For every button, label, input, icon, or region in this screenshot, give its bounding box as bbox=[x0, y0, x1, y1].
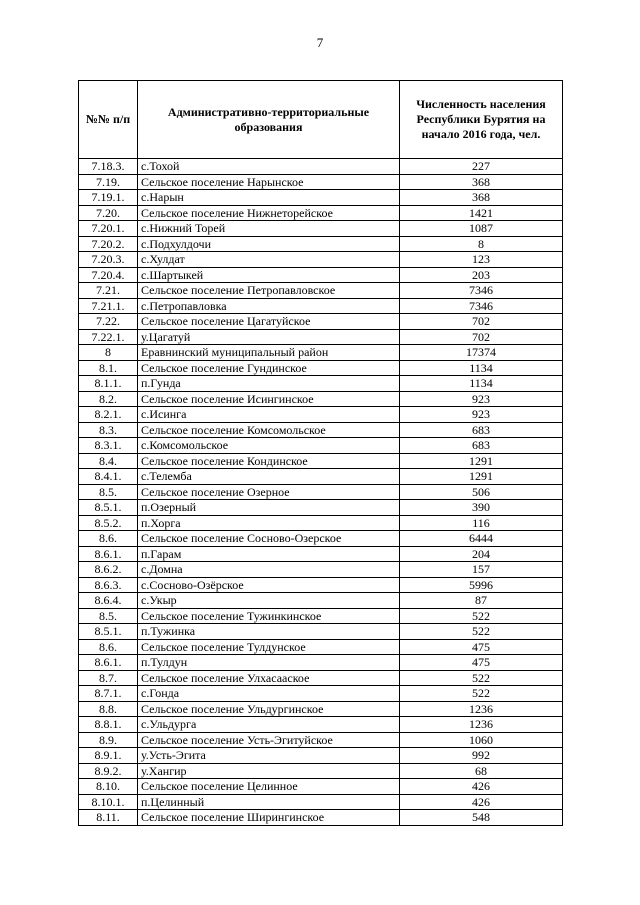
row-name: с.Петропавловка bbox=[138, 298, 400, 314]
row-number: 8.5. bbox=[79, 484, 138, 500]
row-number: 8.6. bbox=[79, 531, 138, 547]
table-row bbox=[79, 624, 563, 640]
row-number: 7.20.1. bbox=[79, 221, 138, 237]
row-population: 426 bbox=[400, 779, 563, 795]
row-population: 203 bbox=[400, 267, 563, 283]
row-population: 702 bbox=[400, 329, 563, 345]
row-population: 506 bbox=[400, 484, 563, 500]
table-row bbox=[79, 779, 563, 795]
row-name: с.Тохой bbox=[138, 159, 400, 175]
row-population: 157 bbox=[400, 562, 563, 578]
header-number: №№ п/п bbox=[79, 81, 138, 159]
row-number: 8.5.1. bbox=[79, 624, 138, 640]
table-row bbox=[79, 190, 563, 206]
row-name: Сельское поселение Нарынское bbox=[138, 174, 400, 190]
row-number: 8.8. bbox=[79, 701, 138, 717]
row-number: 8.1.1. bbox=[79, 376, 138, 392]
row-population: 1134 bbox=[400, 376, 563, 392]
table-row bbox=[79, 283, 563, 299]
row-population: 1291 bbox=[400, 453, 563, 469]
row-population: 368 bbox=[400, 174, 563, 190]
table-row bbox=[79, 376, 563, 392]
header-name: Административно-территориальные образования bbox=[138, 81, 400, 159]
row-number: 8.6.4. bbox=[79, 593, 138, 609]
row-population: 683 bbox=[400, 438, 563, 454]
table-row bbox=[79, 732, 563, 748]
row-name: Сельское поселение Озерное bbox=[138, 484, 400, 500]
row-name: с.Нарын bbox=[138, 190, 400, 206]
table-row bbox=[79, 267, 563, 283]
row-number: 8.7. bbox=[79, 670, 138, 686]
row-population: 368 bbox=[400, 190, 563, 206]
row-population: 8 bbox=[400, 236, 563, 252]
row-number: 8.6.1. bbox=[79, 546, 138, 562]
row-population: 475 bbox=[400, 639, 563, 655]
row-name: Сельское поселение Тулдунское bbox=[138, 639, 400, 655]
table-row bbox=[79, 515, 563, 531]
row-population: 123 bbox=[400, 252, 563, 268]
table-row bbox=[79, 593, 563, 609]
row-name: п.Гунда bbox=[138, 376, 400, 392]
row-name: с.Гонда bbox=[138, 686, 400, 702]
row-population: 7346 bbox=[400, 298, 563, 314]
row-number: 8.10.1. bbox=[79, 794, 138, 810]
row-population: 7346 bbox=[400, 283, 563, 299]
row-population: 1060 bbox=[400, 732, 563, 748]
row-number: 8.2.1. bbox=[79, 407, 138, 423]
row-population: 923 bbox=[400, 407, 563, 423]
row-name: Сельское поселение Ульдургинское bbox=[138, 701, 400, 717]
row-name: у.Хангир bbox=[138, 763, 400, 779]
row-number: 7.20. bbox=[79, 205, 138, 221]
row-name: с.Ульдурга bbox=[138, 717, 400, 733]
table-row bbox=[79, 655, 563, 671]
table-row bbox=[79, 686, 563, 702]
row-population: 227 bbox=[400, 159, 563, 175]
row-number: 7.19. bbox=[79, 174, 138, 190]
header-population: Численность населения Республики Бурятия на начало 2016 года, чел. bbox=[400, 81, 563, 159]
row-population: 1291 bbox=[400, 469, 563, 485]
table-row bbox=[79, 345, 563, 361]
table-row bbox=[79, 407, 563, 423]
table-row bbox=[79, 546, 563, 562]
table-row bbox=[79, 329, 563, 345]
row-name: с.Укыр bbox=[138, 593, 400, 609]
row-name: у.Цагатуй bbox=[138, 329, 400, 345]
row-name: Сельское поселение Тужинкинское bbox=[138, 608, 400, 624]
row-name: с.Телемба bbox=[138, 469, 400, 485]
row-population: 683 bbox=[400, 422, 563, 438]
row-number: 8.9.2. bbox=[79, 763, 138, 779]
row-number: 8.6. bbox=[79, 639, 138, 655]
row-name: п.Тужинка bbox=[138, 624, 400, 640]
row-number: 8.9.1. bbox=[79, 748, 138, 764]
row-population: 426 bbox=[400, 794, 563, 810]
table-row bbox=[79, 701, 563, 717]
table-row bbox=[79, 205, 563, 221]
table-row bbox=[79, 577, 563, 593]
table-row bbox=[79, 438, 563, 454]
table-header-row bbox=[79, 81, 563, 159]
row-name: с.Шартыкей bbox=[138, 267, 400, 283]
row-name: с.Сосново-Озёрское bbox=[138, 577, 400, 593]
row-number: 8.3. bbox=[79, 422, 138, 438]
row-number: 8.10. bbox=[79, 779, 138, 795]
row-population: 116 bbox=[400, 515, 563, 531]
row-population: 1087 bbox=[400, 221, 563, 237]
row-number: 7.20.2. bbox=[79, 236, 138, 252]
row-number: 8.6.3. bbox=[79, 577, 138, 593]
table-row bbox=[79, 298, 563, 314]
row-number: 7.20.4. bbox=[79, 267, 138, 283]
row-number: 8 bbox=[79, 345, 138, 361]
table-row bbox=[79, 422, 563, 438]
row-number: 8.9. bbox=[79, 732, 138, 748]
table-row bbox=[79, 562, 563, 578]
table-row bbox=[79, 314, 563, 330]
table-row bbox=[79, 763, 563, 779]
row-population: 1236 bbox=[400, 701, 563, 717]
row-population: 522 bbox=[400, 670, 563, 686]
row-population: 1236 bbox=[400, 717, 563, 733]
row-number: 7.19.1. bbox=[79, 190, 138, 206]
table-row bbox=[79, 236, 563, 252]
row-name: с.Комсомольское bbox=[138, 438, 400, 454]
row-population: 522 bbox=[400, 686, 563, 702]
row-population: 548 bbox=[400, 810, 563, 826]
table-row bbox=[79, 484, 563, 500]
row-population: 17374 bbox=[400, 345, 563, 361]
row-name: с.Хулдат bbox=[138, 252, 400, 268]
row-name: п.Целинный bbox=[138, 794, 400, 810]
population-table bbox=[78, 80, 563, 826]
table-row bbox=[79, 810, 563, 826]
row-number: 8.11. bbox=[79, 810, 138, 826]
row-number: 7.21.1. bbox=[79, 298, 138, 314]
row-name: Сельское поселение Цагатуйское bbox=[138, 314, 400, 330]
row-name: Сельское поселение Петропавловское bbox=[138, 283, 400, 299]
row-name: Еравнинский муниципальный район bbox=[138, 345, 400, 361]
row-population: 522 bbox=[400, 624, 563, 640]
table-row bbox=[79, 717, 563, 733]
row-number: 8.7.1. bbox=[79, 686, 138, 702]
row-name: п.Озерный bbox=[138, 500, 400, 516]
row-population: 87 bbox=[400, 593, 563, 609]
table-row bbox=[79, 221, 563, 237]
row-name: Сельское поселение Гундинское bbox=[138, 360, 400, 376]
row-name: п.Хорга bbox=[138, 515, 400, 531]
table-row bbox=[79, 159, 563, 175]
table-row bbox=[79, 252, 563, 268]
table-row bbox=[79, 453, 563, 469]
row-population: 204 bbox=[400, 546, 563, 562]
row-name: Сельское поселение Кондинское bbox=[138, 453, 400, 469]
row-number: 8.2. bbox=[79, 391, 138, 407]
row-name: Сельское поселение Нижнеторейское bbox=[138, 205, 400, 221]
row-population: 923 bbox=[400, 391, 563, 407]
table-row bbox=[79, 360, 563, 376]
row-name: с.Нижний Торей bbox=[138, 221, 400, 237]
row-number: 8.6.2. bbox=[79, 562, 138, 578]
row-number: 7.18.3. bbox=[79, 159, 138, 175]
row-name: с.Домна bbox=[138, 562, 400, 578]
row-population: 702 bbox=[400, 314, 563, 330]
row-name: с.Подхулдочи bbox=[138, 236, 400, 252]
row-population: 5996 bbox=[400, 577, 563, 593]
table-row bbox=[79, 639, 563, 655]
table-body bbox=[79, 159, 563, 826]
row-population: 992 bbox=[400, 748, 563, 764]
row-population: 6444 bbox=[400, 531, 563, 547]
table-row bbox=[79, 174, 563, 190]
row-number: 8.4. bbox=[79, 453, 138, 469]
table-row bbox=[79, 748, 563, 764]
row-name: Сельское поселение Ширингинское bbox=[138, 810, 400, 826]
row-number: 8.5. bbox=[79, 608, 138, 624]
row-number: 8.5.1. bbox=[79, 500, 138, 516]
row-number: 7.20.3. bbox=[79, 252, 138, 268]
table-row bbox=[79, 670, 563, 686]
row-name: Сельское поселение Исингинское bbox=[138, 391, 400, 407]
page-number: 7 bbox=[316, 35, 324, 50]
table-row bbox=[79, 794, 563, 810]
table-row bbox=[79, 531, 563, 547]
row-name: п.Гарам bbox=[138, 546, 400, 562]
table-row bbox=[79, 608, 563, 624]
row-population: 390 bbox=[400, 500, 563, 516]
row-population: 1421 bbox=[400, 205, 563, 221]
row-name: п.Тулдун bbox=[138, 655, 400, 671]
row-number: 8.1. bbox=[79, 360, 138, 376]
row-number: 8.4.1. bbox=[79, 469, 138, 485]
table-row bbox=[79, 391, 563, 407]
row-name: Сельское поселение Усть-Эгитуйское bbox=[138, 732, 400, 748]
row-name: Сельское поселение Сосново-Озерское bbox=[138, 531, 400, 547]
row-number: 7.22.1. bbox=[79, 329, 138, 345]
row-name: Сельское поселение Улхасаaское bbox=[138, 670, 400, 686]
row-population: 1134 bbox=[400, 360, 563, 376]
row-name: Сельское поселение Целинное bbox=[138, 779, 400, 795]
row-number: 8.5.2. bbox=[79, 515, 138, 531]
row-number: 7.21. bbox=[79, 283, 138, 299]
table-row bbox=[79, 500, 563, 516]
row-name: Сельское поселение Комсомольское bbox=[138, 422, 400, 438]
row-population: 475 bbox=[400, 655, 563, 671]
row-number: 7.22. bbox=[79, 314, 138, 330]
row-number: 8.3.1. bbox=[79, 438, 138, 454]
row-population: 68 bbox=[400, 763, 563, 779]
row-number: 8.6.1. bbox=[79, 655, 138, 671]
row-number: 8.8.1. bbox=[79, 717, 138, 733]
row-name: с.Исинга bbox=[138, 407, 400, 423]
row-population: 522 bbox=[400, 608, 563, 624]
row-name: у.Усть-Эгита bbox=[138, 748, 400, 764]
table-row bbox=[79, 469, 563, 485]
